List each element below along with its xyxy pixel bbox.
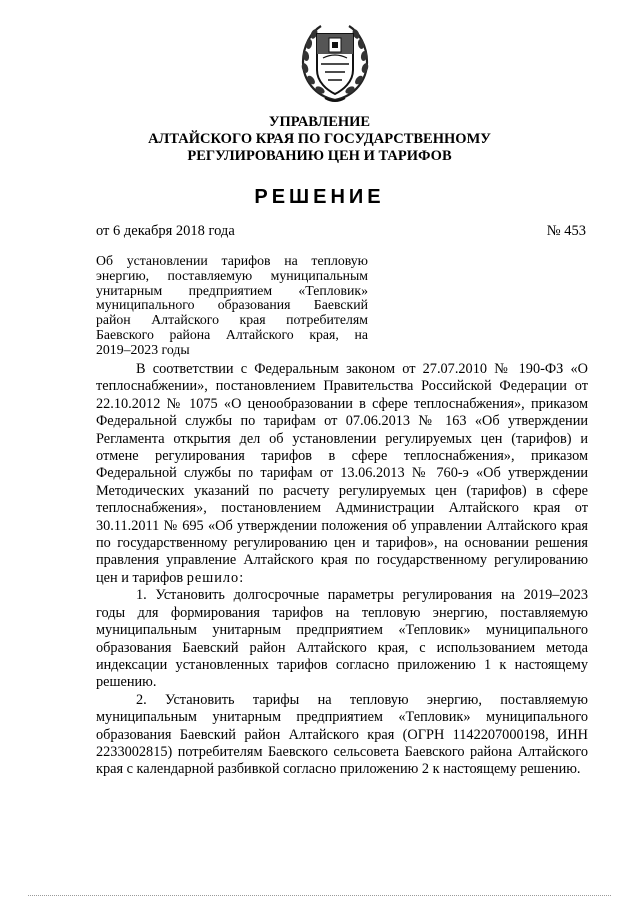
resolved-word: решило: — [186, 569, 245, 586]
document-date: от 6 декабря 2018 года — [96, 223, 235, 239]
document-number: № 453 — [546, 223, 586, 239]
document-subject — [96, 254, 368, 358]
org-name-line-1: УПРАВЛЕНИЕ — [268, 114, 371, 130]
org-name-line-3: РЕГУЛИРОВАНИЮ ЦЕН И ТАРИФОВ — [187, 148, 452, 164]
subject-line: муниципального образования Баевский — [96, 297, 368, 313]
subject-line: унитарным предприятием «Тепловик» — [96, 282, 368, 298]
item-1-paragraph: 1. Установить долгосрочные параметры регулирования на 2019–2023 годы для формирования тарифов на тепловую энергию, поставляемую муниципальным унитарным предприятием «Тепловик» муниципального образования Баевский район Алтайского края, с использованием метода индексации установленных тарифов согласно приложению 1 к настоящему решению. — [96, 587, 588, 691]
subject-line: район Алтайского края потребителям — [96, 312, 368, 328]
subject-line: Баевского района Алтайского края, на — [96, 326, 368, 342]
document-body — [96, 361, 588, 779]
coat-of-arms-emblem — [297, 20, 373, 104]
subject-line: энергию, поставляемую муниципальным — [96, 267, 368, 283]
preamble-text: В соответствии с Федеральным законом от 27.07.2010 № 190-ФЗ «О теплоснабжении», постановлением Правительства Российской Федерации от 22.10.2012 № 1075 «О ценообразовании в сфере теплоснабжения», приказом Федеральной службы по тарифам от 07.06.2013 № 163 «Об утверждении Регламента открытия дел об установлении регулируемых цен (тарифов) и отмене регулирования тарифов в сфере теплоснабжения», приказом Федеральной службы по тарифам от 13.06.2013 № 760-э «Об утверждении Методических указаний по расчету регулируемых цен (тарифов) в сфере теплоснабжения», постановлением Администрации Алтайского края от 30.11.2011 № 695 «Об утверждении положения об управлении Алтайского края по государственному регулированию цен и тарифов», на основании решения правления управление Алтайского края по государственному регулированию цен и тарифов — [96, 361, 588, 586]
preamble-paragraph — [96, 361, 588, 587]
subject-line: Об установлении тарифов на тепловую — [96, 253, 368, 268]
subject-line: 2019–2023 годы — [96, 341, 190, 357]
page-bottom-divider — [28, 895, 611, 896]
org-name-line-2: АЛТАЙСКОГО КРАЯ ПО ГОСУДАРСТВЕННОМУ — [148, 131, 491, 147]
item-2-paragraph: 2. Установить тарифы на тепловую энергию, поставляемую муниципальным унитарным предприятием «Тепловик» муниципального образования Баевский район Алтайского края (ОГРН 1142207000198, ИНН 2233002815) потребителям Баевского сельсовета Баевского района Алтайского края с календарной разбивкой согласно приложению 2 к настоящему решению. — [96, 691, 588, 778]
document-type-title: РЕШЕНИЕ — [254, 186, 385, 208]
